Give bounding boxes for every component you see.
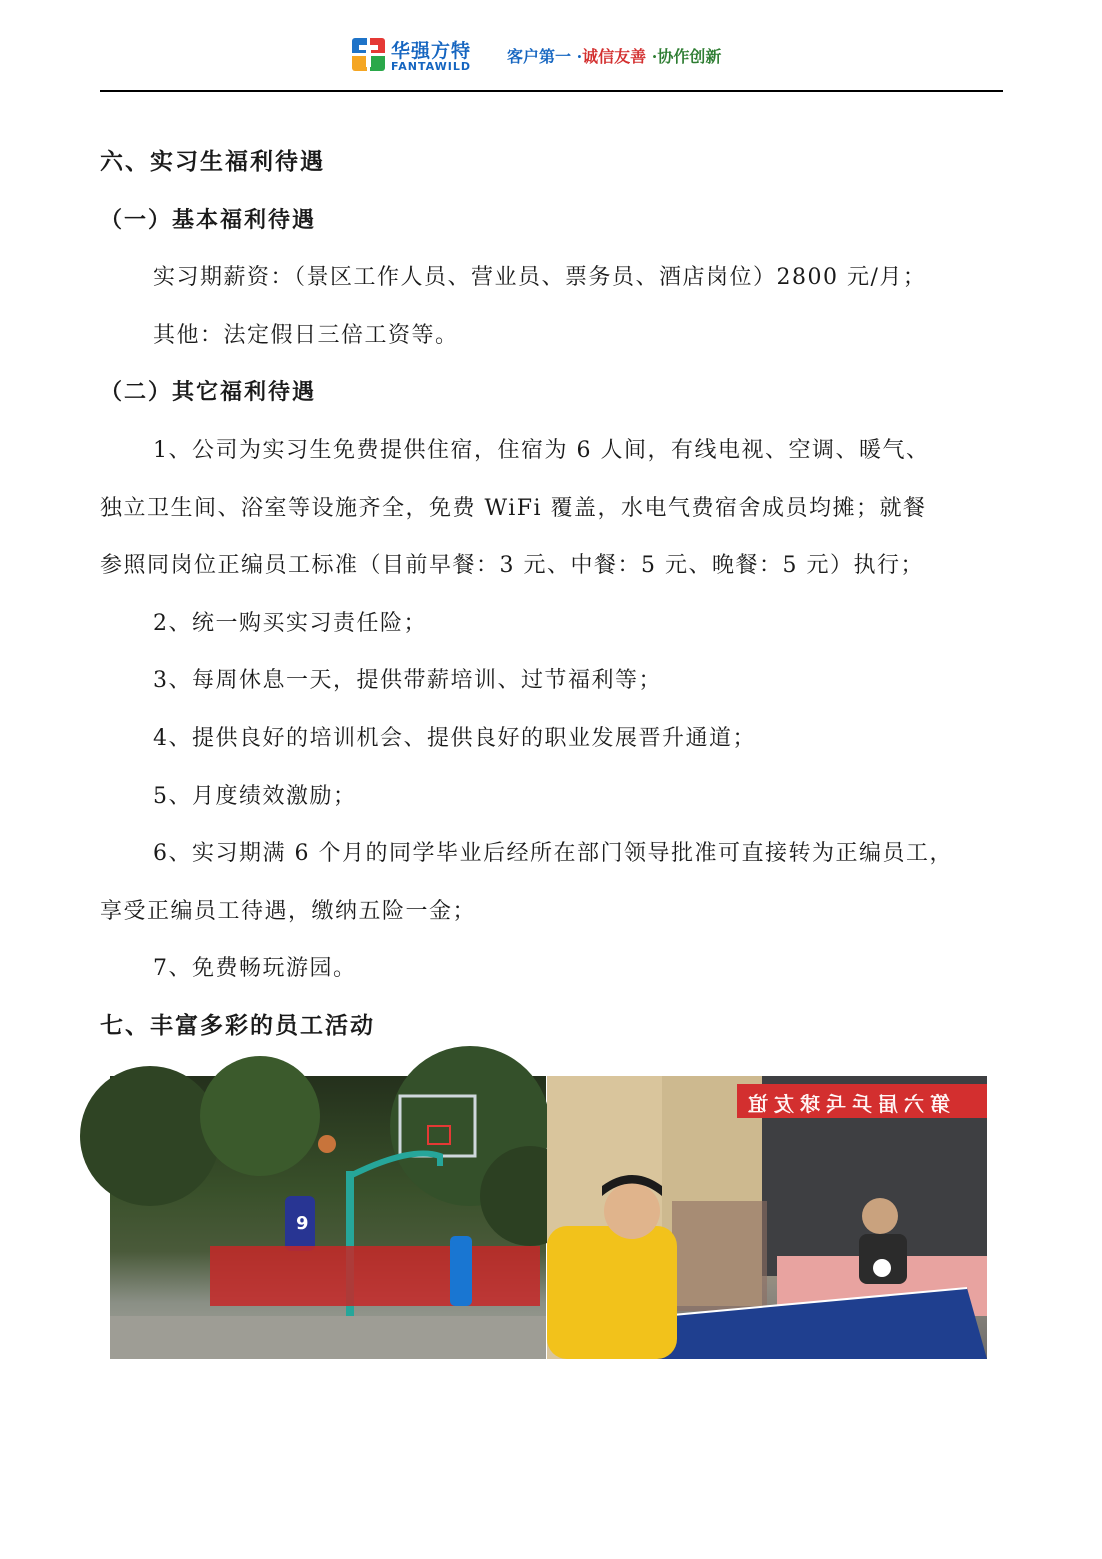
- table-tennis-photo: [296, 1076, 987, 1359]
- item-2: 2、统一购买实习责任险；: [153, 610, 427, 636]
- tournament-banner-text: 第六届乒乓球友谊: [742, 1092, 950, 1116]
- header-divider: [100, 90, 1003, 92]
- item-6-line-1: 6、实习期满 6 个月的同学毕业后经所在部门领导批准可直接转为正编员工，: [153, 841, 953, 867]
- paragraph-salary: 实习期薪资：（景区工作人员、营业员、票务员、酒店岗位）2800 元/月；: [153, 265, 927, 291]
- paragraph-other: 其他：法定假日三倍工资等。: [153, 322, 459, 348]
- subsection-other-title: （二）其它福利待遇: [100, 380, 317, 406]
- item-5: 5、月度绩效激励；: [153, 783, 357, 809]
- jersey-number-label: 9: [296, 1213, 309, 1234]
- company-slogan: [507, 44, 721, 67]
- item-4: 4、提供良好的培训机会、提供良好的职业发展晋升通道；: [153, 725, 756, 751]
- basketball-scene: [110, 1076, 546, 1359]
- activity-photos: [110, 1076, 987, 1359]
- item-3: 3、每周休息一天，提供带薪培训、过节福利等；: [153, 668, 662, 694]
- table-tennis-scene: [547, 1076, 987, 1359]
- item-6-line-2: 享受正编员工待遇，缴纳五险一金；: [100, 898, 477, 924]
- section-7-title: 七、丰富多彩的员工活动: [100, 1012, 375, 1039]
- item-1-line-3: 参照同岗位正编员工标准（目前早餐：3 元、中餐：5 元、晚餐：5 元）执行；: [100, 553, 924, 579]
- subsection-basic-title: （一）基本福利待遇: [100, 207, 317, 233]
- item-1-line-2: 独立卫生间、浴室等设施齐全，免费 WiFi 覆盖，水电气费宿舍成员均摊；就餐: [100, 495, 927, 521]
- basketball-photo: [110, 1076, 546, 1359]
- fantawild-logo: [352, 38, 385, 71]
- section-6-title: 六、实习生福利待遇: [100, 149, 325, 175]
- slogan-part-1: 客户第一 ·: [507, 47, 583, 66]
- slogan-part-3: ·协作创新: [646, 47, 722, 66]
- page-header: [100, 30, 1003, 92]
- item-7: 7、免费畅玩游园。: [153, 956, 357, 982]
- brand-name-en: FANTAWILD: [391, 60, 472, 73]
- slogan-part-2: 诚信友善: [582, 47, 647, 66]
- document-body: [100, 134, 1003, 1056]
- brand-name-cn: 华强方特: [391, 40, 472, 62]
- item-1-line-1: 1、公司为实习生免费提供住宿，住宿为 6 人间，有线电视、空调、暖气、: [153, 437, 930, 463]
